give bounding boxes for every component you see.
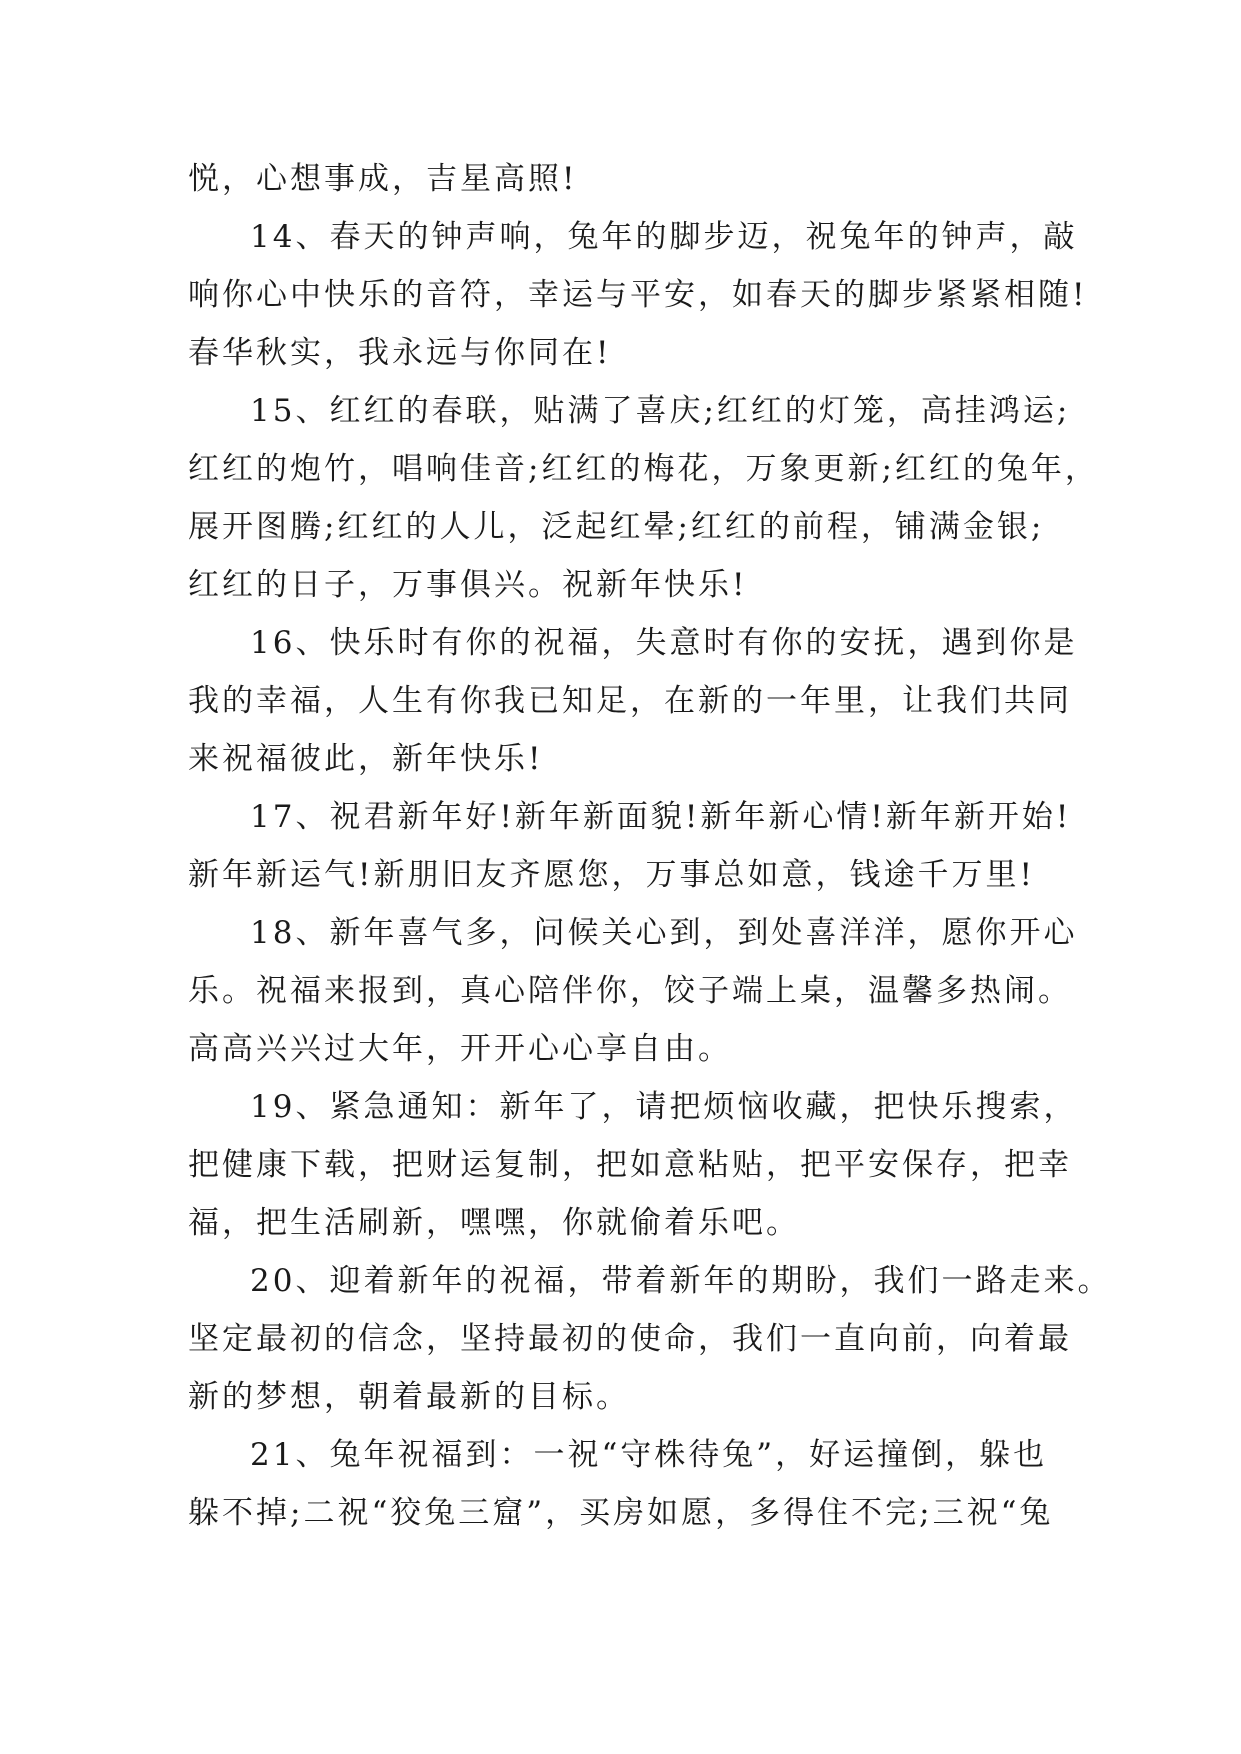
text-line: 响你心中快乐的音符，幸运与平安，如春天的脚步紧紧相随! (188, 277, 1088, 313)
text-line: 15、红红的春联，贴满了喜庆;红红的灯笼，高挂鸿运; (250, 393, 1071, 429)
text-line: 16、快乐时有你的祝福，失意时有你的安抚，遇到你是 (250, 625, 1078, 661)
body-text (188, 150, 1112, 1542)
text-line: 展开图腾;红红的人儿，泛起红晕;红红的前程，铺满金银; (188, 509, 1045, 545)
text-line: 红红的日子，万事俱兴。祝新年快乐! (188, 567, 748, 603)
text-line: 乐。祝福来报到，真心陪伴你，饺子端上桌，温馨多热闹。 (188, 973, 1072, 1009)
text-line: 来祝福彼此，新年快乐! (188, 741, 544, 777)
text-line: 18、新年喜气多，问候关心到，到处喜洋洋，愿你开心 (250, 915, 1078, 951)
text-line: 躲不掉;二祝“狡兔三窟”，买房如愿，多得住不完;三祝“兔 (188, 1495, 1054, 1531)
text-line: 福，把生活刷新，嘿嘿，你就偷着乐吧。 (188, 1205, 800, 1241)
text-line: 14、春天的钟声响，兔年的脚步迈，祝兔年的钟声，敲 (250, 219, 1078, 255)
text-line: 我的幸福，人生有你我已知足，在新的一年里，让我们共同 (188, 683, 1072, 719)
text-line: 新年新运气!新朋旧友齐愿您，万事总如意，钱途千万里! (188, 857, 1035, 893)
text-line: 21、兔年祝福到：一祝“守株待兔”，好运撞倒，躲也 (250, 1437, 1048, 1473)
text-line: 19、紧急通知：新年了，请把烦恼收藏，把快乐搜索， (250, 1089, 1078, 1125)
text-line: 悦，心想事成，吉星高照! (188, 161, 578, 197)
text-line: 高高兴兴过大年，开开心心享自由。 (188, 1031, 732, 1067)
text-line: 春华秋实，我永远与你同在! (188, 335, 612, 371)
text-line: 17、祝君新年好!新年新面貌!新年新心情!新年新开始! (250, 799, 1072, 835)
text-line: 坚定最初的信念，坚持最初的使命，我们一直向前，向着最 (188, 1321, 1072, 1357)
text-line: 新的梦想，朝着最新的目标。 (188, 1379, 630, 1415)
text-line: 把健康下载，把财运复制，把如意粘贴，把平安保存，把幸 (188, 1147, 1072, 1183)
text-line: 红红的炮竹，唱响佳音;红红的梅花，万象更新;红红的兔年， (188, 451, 1099, 487)
text-line: 20、迎着新年的祝福，带着新年的期盼，我们一路走来。 (250, 1263, 1112, 1299)
